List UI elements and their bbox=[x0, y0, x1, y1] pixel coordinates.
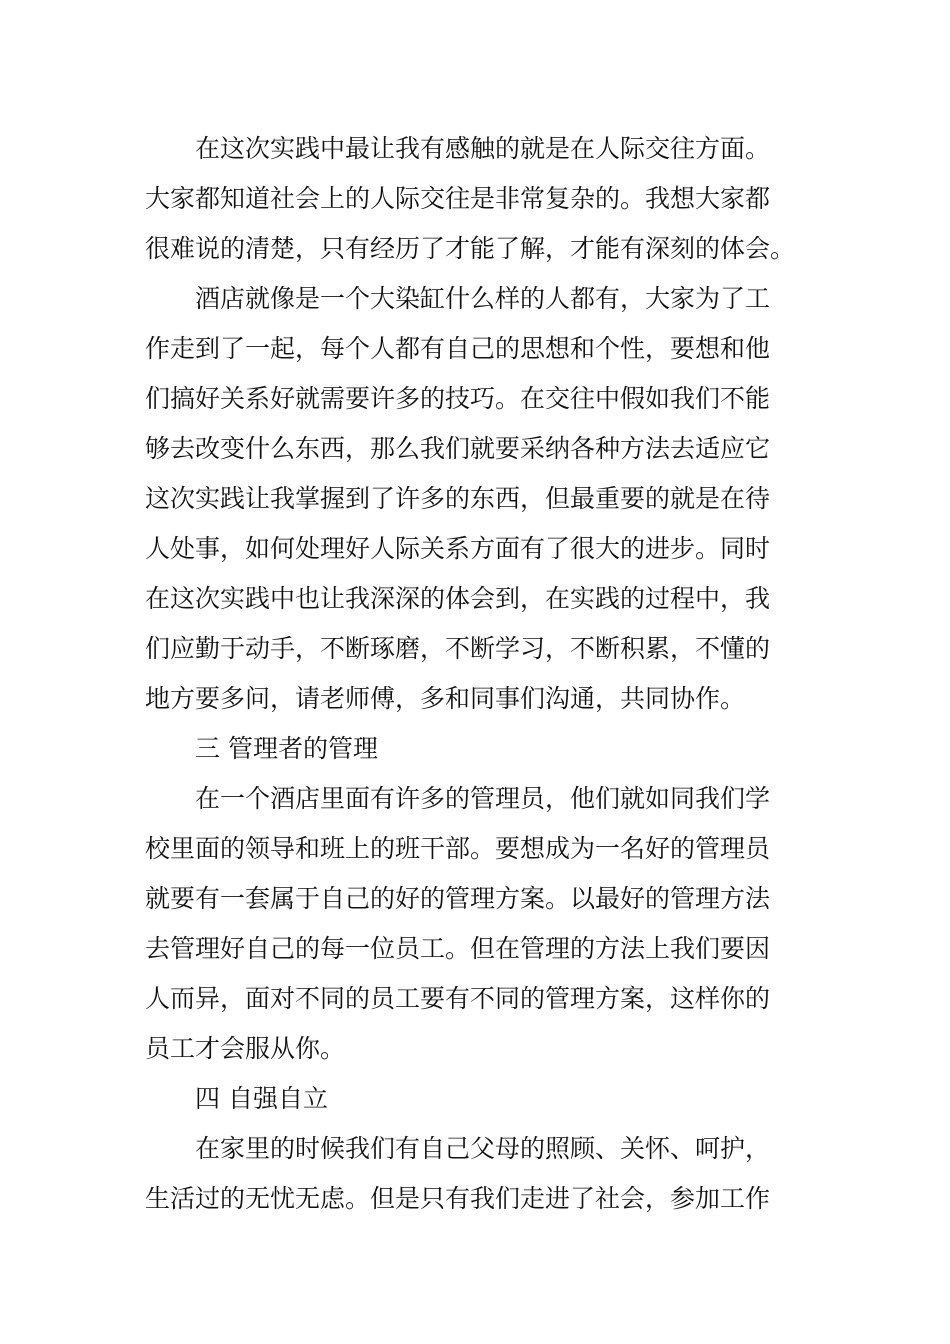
paragraph-line: 们应勤于动手，不断琢磨，不断学习，不断积累，不懂的 bbox=[145, 634, 771, 663]
paragraph-line: 大家都知道社会上的人际交往是非常复杂的。我想大家都 bbox=[145, 184, 771, 213]
paragraph-line: 校里面的领导和班上的班干部。要想成为一名好的管理员 bbox=[145, 834, 771, 863]
section-heading: 三 管理者的管理 bbox=[195, 734, 378, 763]
paragraph-line: 人而异，面对不同的员工要有不同的管理方案，这样你的 bbox=[145, 984, 771, 1013]
paragraph-line: 酒店就像是一个大染缸什么样的人都有，大家为了工 bbox=[195, 284, 771, 313]
paragraph-line: 员工才会服从你。 bbox=[145, 1034, 346, 1063]
paragraph-line: 在这次实践中也让我深深的体会到，在实践的过程中，我 bbox=[145, 584, 771, 613]
paragraph-line: 人处事，如何处理好人际关系方面有了很大的进步。同时 bbox=[145, 534, 771, 563]
paragraph-line: 在一个酒店里面有许多的管理员，他们就如同我们学 bbox=[195, 784, 771, 813]
paragraph-line: 在家里的时候我们有自己父母的照顾、关怀、呵护， bbox=[195, 1134, 771, 1163]
paragraph-line: 这次实践让我掌握到了许多的东西，但最重要的就是在待 bbox=[145, 484, 771, 513]
paragraph-line: 够去改变什么东西，那么我们就要采纳各种方法去适应它 bbox=[145, 434, 771, 463]
document-body bbox=[145, 124, 815, 1224]
paragraph-line: 们搞好关系好就需要许多的技巧。在交往中假如我们不能 bbox=[145, 384, 771, 413]
paragraph-line: 地方要多问，请老师傅，多和同事们沟通，共同协作。 bbox=[145, 684, 746, 713]
section-heading: 四 自强自立 bbox=[195, 1084, 328, 1113]
paragraph-line: 作走到了一起，每个人都有自己的思想和个性，要想和他 bbox=[145, 334, 771, 363]
paragraph-line: 生活过的无忧无虑。但是只有我们走进了社会，参加工作 bbox=[145, 1184, 771, 1213]
paragraph-line: 就要有一套属于自己的好的管理方案。以最好的管理方法 bbox=[145, 884, 771, 913]
paragraph-line: 去管理好自己的每一位员工。但在管理的方法上我们要因 bbox=[145, 934, 771, 963]
paragraph-line: 很难说的清楚，只有经历了才能了解，才能有深刻的体会。 bbox=[145, 234, 796, 263]
paragraph-line: 在这次实践中最让我有感触的就是在人际交往方面。 bbox=[195, 134, 771, 163]
